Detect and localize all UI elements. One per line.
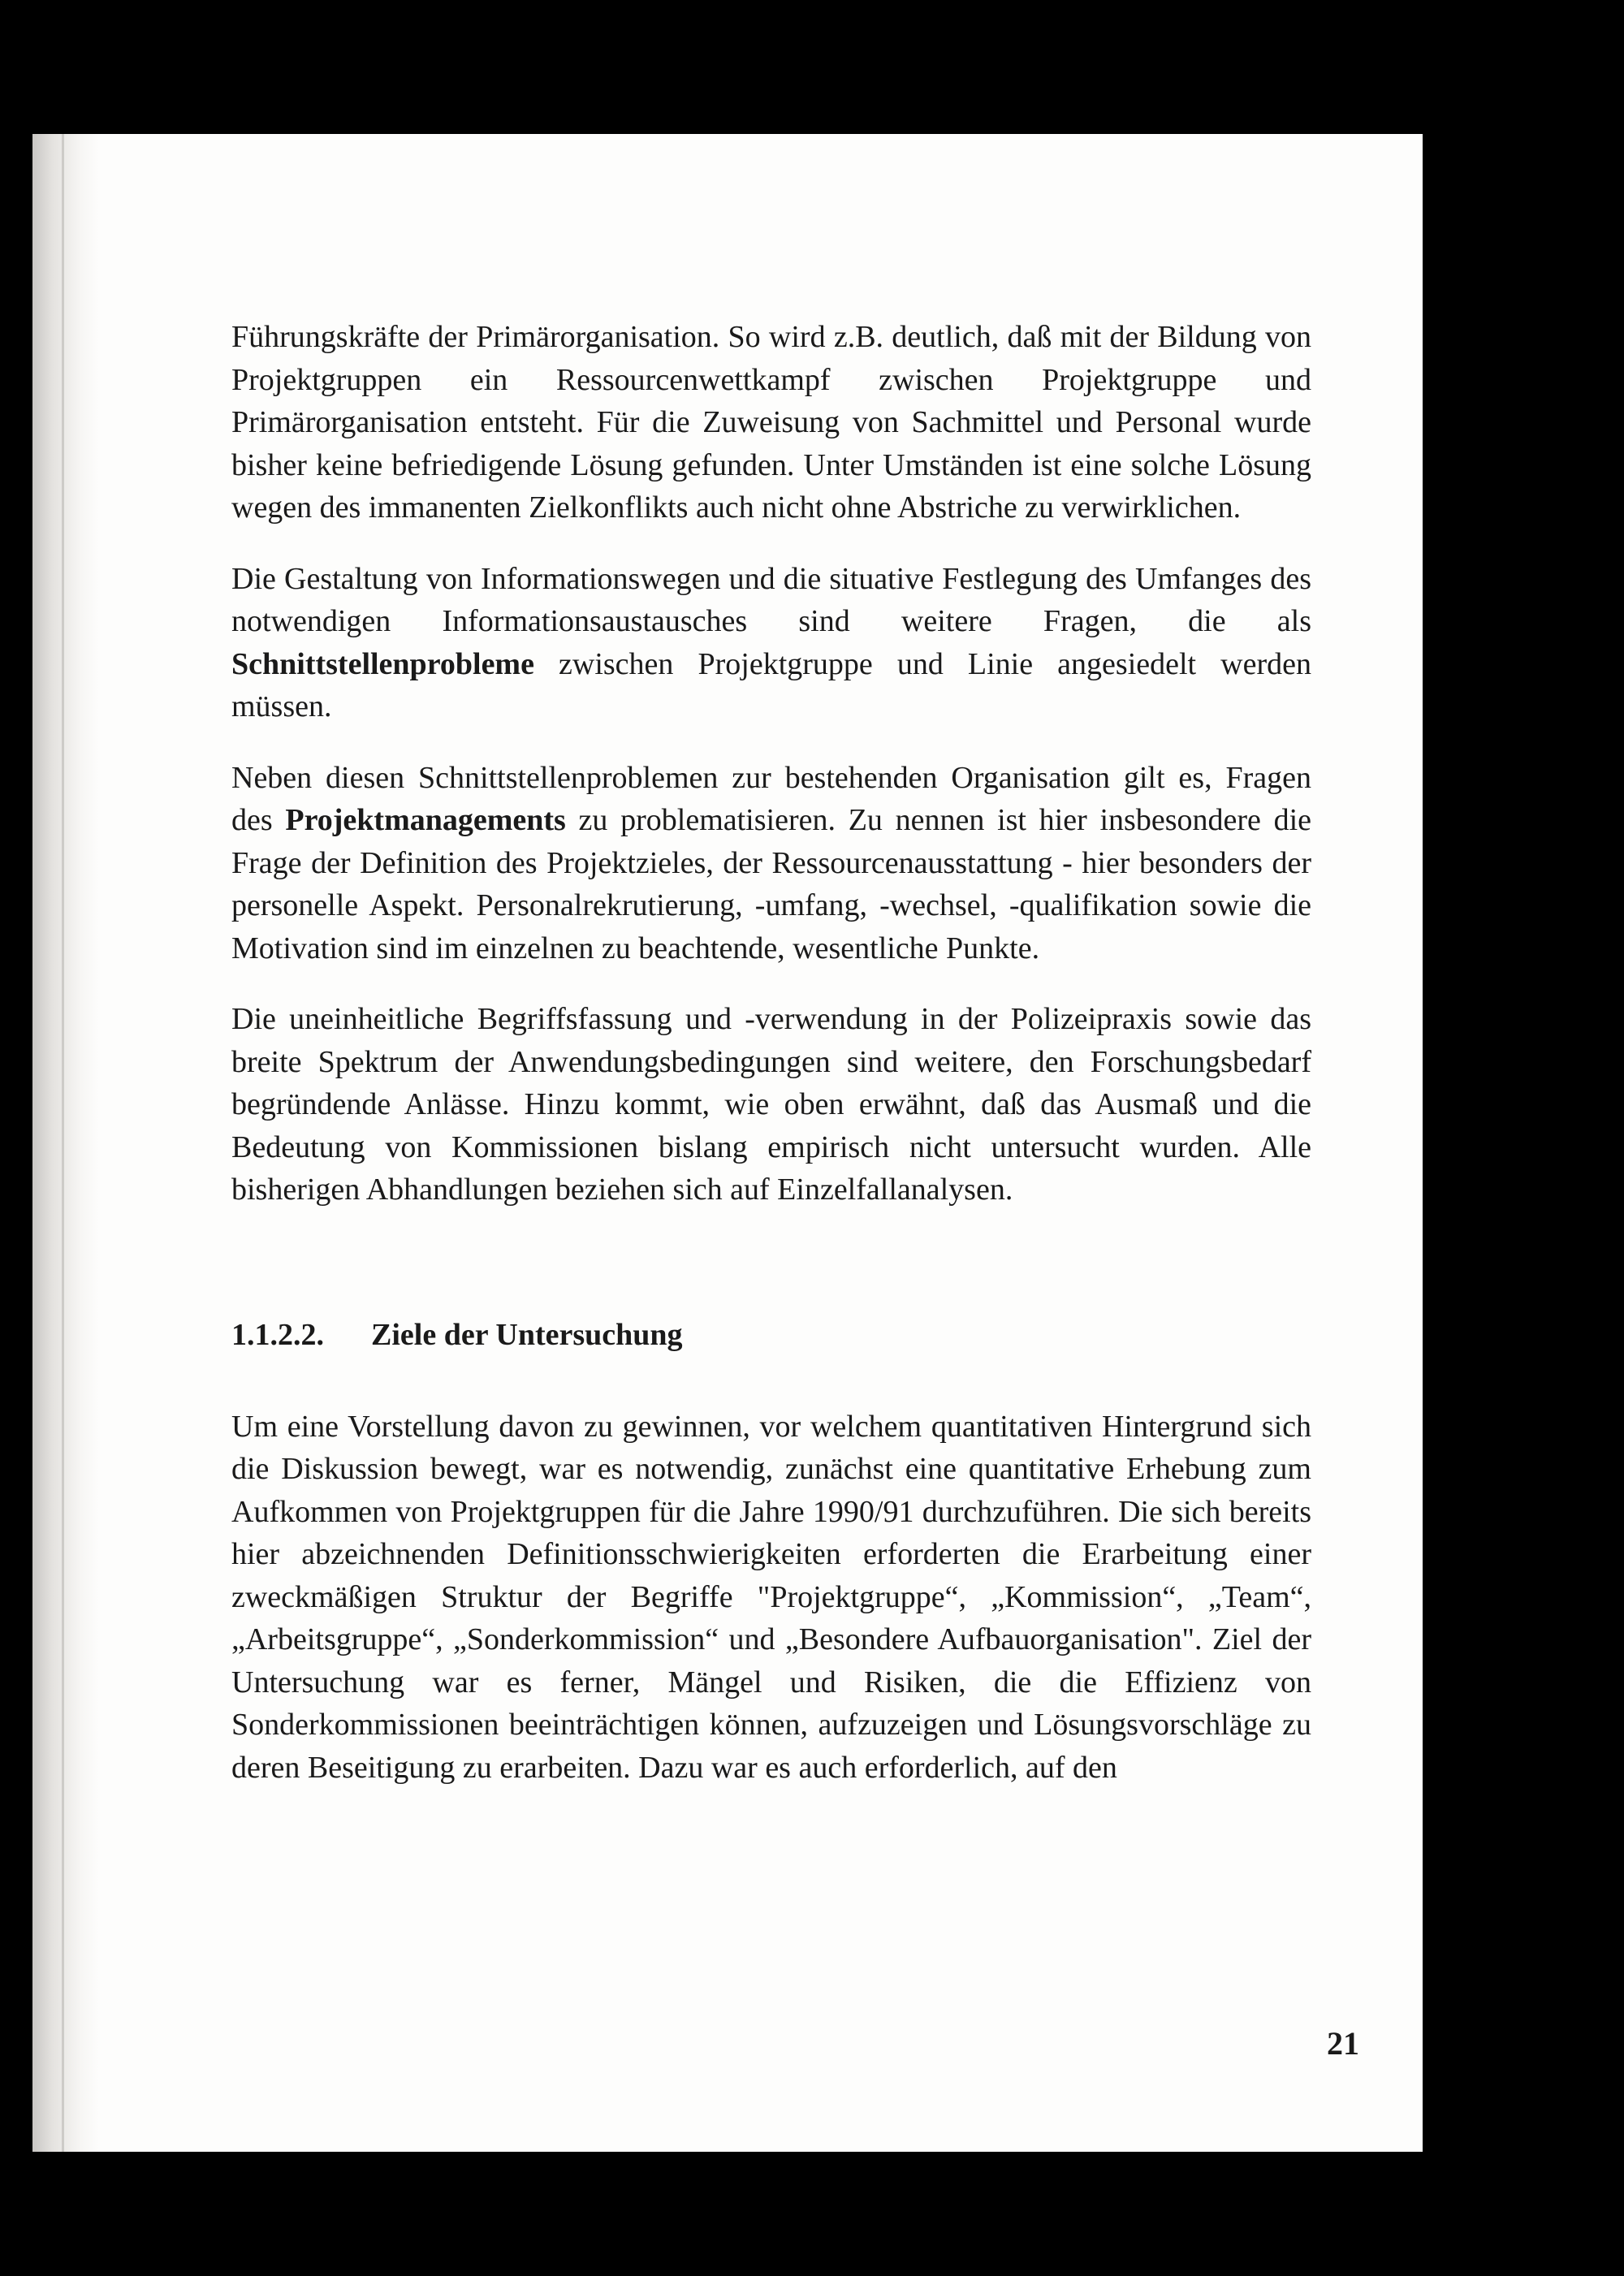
term-schnittstellenprobleme: Schnittstellenprobleme bbox=[231, 646, 534, 681]
page-binding-edge bbox=[62, 134, 64, 2152]
page-number: 21 bbox=[1327, 2025, 1359, 2062]
paragraph-2 bbox=[231, 558, 1311, 728]
paragraph-2-text-start: Die Gestaltung von Informationswegen und die situative Festlegung des Umfanges des notwendigen Informationsaustausches sind weitere Fragen, die als bbox=[231, 561, 1311, 638]
paragraph-2-text-end: zwischen Projektgruppe und Linie angesiedelt werden müssen. bbox=[231, 646, 1311, 723]
paragraph-3 bbox=[231, 757, 1311, 970]
book-page bbox=[32, 134, 1423, 2152]
body-text bbox=[231, 316, 1311, 1817]
paragraph-1: Führungskräfte der Primärorganisation. So wird z.B. deutlich, daß mit der Bildung von Projektgruppen ein Ressourcenwettkampf zwischen Projektgruppe und Primärorganisation entsteht. Für die Zuweisung von Sachmittel und Personal wurde bisher keine befriedigende Lösung gefunden. Unter Umständen ist eine solche Lösung wegen des immanenten Zielkonflikts auch nicht ohne Abstriche zu verwirklichen. bbox=[231, 320, 1311, 525]
section-title: Ziele der Untersuchung bbox=[371, 1317, 683, 1352]
paragraph-4: Die uneinheitliche Begriffsfassung und -verwendung in der Polizeipraxis sowie das breite Spektrum der Anwendungsbedingungen sind weitere, den Forschungsbedarf begründende Anlässe. Hinzu kommt, wie oben erwähnt, daß das Ausmaß und die Bedeutung von Kommissionen bislang empirisch nicht untersucht wurden. Alle bisherigen Abhandlungen beziehen sich auf Einzelfallanalysen. bbox=[231, 1002, 1311, 1207]
section-heading bbox=[231, 1314, 1311, 1356]
paragraph-3-text-start: Neben diesen Schnittstellenproblemen zur bestehenden Organisation gilt es, Fragen des bbox=[231, 760, 1311, 837]
section-number: 1.1.2.2. bbox=[231, 1317, 324, 1352]
term-projektmanagements: Projektmanagements bbox=[285, 803, 566, 837]
paragraph-3-text-end: zu problematisieren. Zu nennen ist hier insbesondere die Frage der Definition des Projektzieles, der Ressourcenausstattung - hier besonders der personelle Aspekt. Personalrekrutierung, -umfang, -wechsel, -qualifikation sowie die Motivation sind im einzelnen zu beachtende, wesentliche Punkte. bbox=[231, 803, 1312, 965]
page-gutter-shadow bbox=[32, 134, 99, 2152]
paragraph-5: Um eine Vorstellung davon zu gewinnen, vor welchem quantitativen Hintergrund sich die Diskussion bewegt, war es notwendig, zunächst eine quantitative Erhebung zum Aufkommen von Projektgruppen für die Jahre 1990/91 durchzuführen. Die sich bereits hier abzeichnenden Definitionsschwierigkeiten erforderten die Erarbeitung einer zweckmäßigen Struktur der Begriffe "Projektgruppe“, „Kommission“, „Team“, „Arbeitsgruppe“, „Sonderkommission“ und „Besondere Aufbauorganisation". Ziel der Untersuchung war es ferner, Mängel und Risiken, die die Effizienz von Sonderkommissionen beeinträchtigen können, aufzuzeigen und Lösungsvorschläge zu deren Beseitigung zu erarbeiten. Dazu war es auch erforderlich, auf den bbox=[231, 1409, 1311, 1785]
